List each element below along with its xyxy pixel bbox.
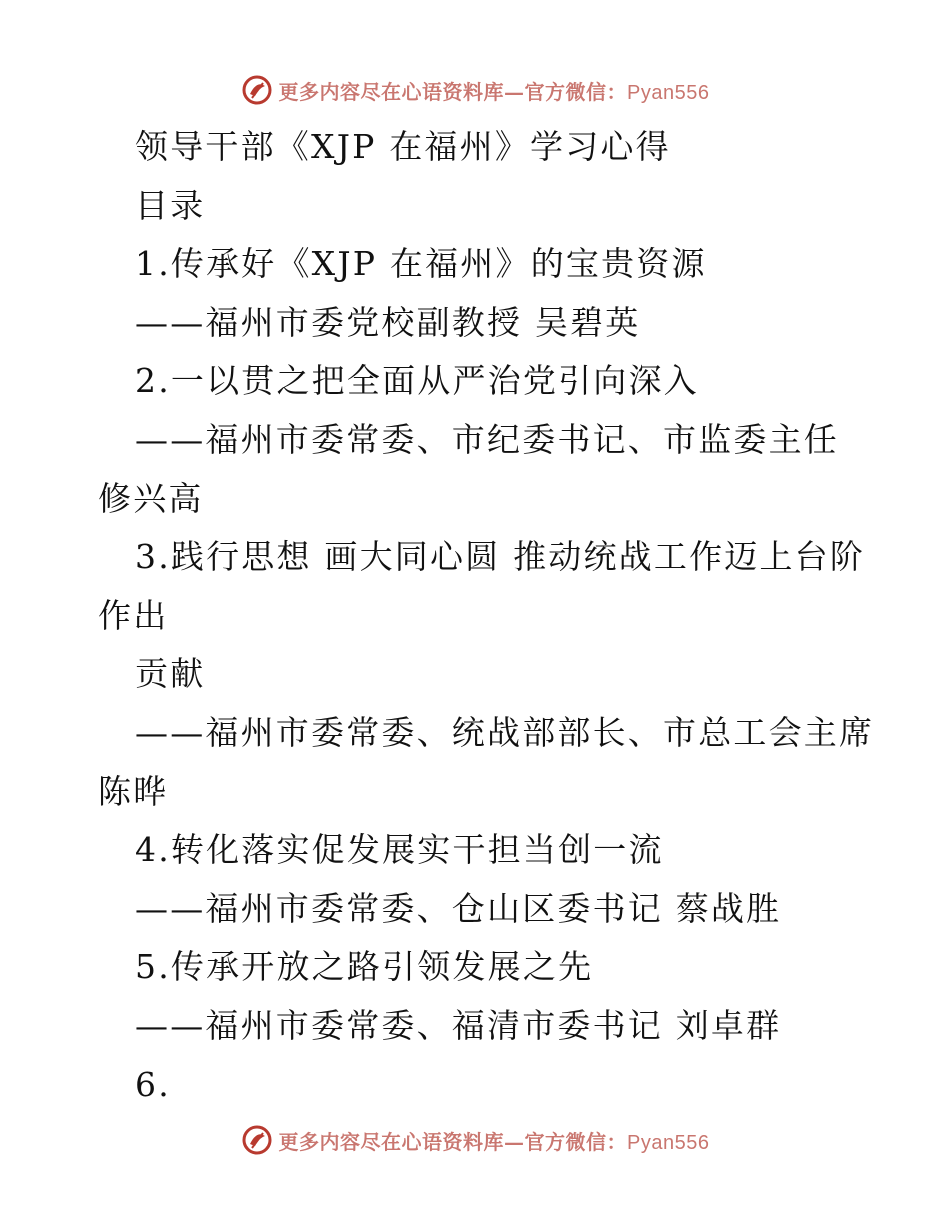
wechat-handle: Pyan556: [627, 1131, 710, 1154]
document-body: [0, 118, 950, 1114]
red-seal-logo-icon: [241, 74, 273, 106]
toc-author-3: ——福州市委常委、统战部部长、市总工会主席: [135, 712, 875, 752]
toc-author-2: ——福州市委常委、市纪委书记、市监委主任: [135, 419, 839, 459]
toc-heading: 目录: [135, 185, 206, 225]
toc-item-1: 1.传承好《XJP 在福州》的宝贵资源: [135, 244, 707, 284]
toc-item-5: 5.传承开放之路引领发展之先: [135, 947, 594, 987]
red-seal-logo-icon: [241, 1124, 273, 1156]
toc-item-3-cont2: 贡献: [135, 654, 206, 694]
toc-item-4: 4.转化落实促发展实干担当创一流: [135, 830, 664, 870]
doc-title: 领导干部《XJP 在福州》学习心得: [135, 127, 671, 166]
toc-item-2: 2.一以贯之把全面从严治党引向深入: [135, 361, 699, 401]
toc-author-5: ——福州市委常委、福清市委书记 刘卓群: [135, 1005, 782, 1045]
footer-banner: [0, 1120, 950, 1160]
banner-text: 更多内容尽在心语资料库—官方微信：Pyan556: [278, 79, 710, 104]
toc-item-3-cont: 作出: [98, 595, 169, 635]
header-banner: [0, 70, 950, 110]
toc-author-3-cont: 陈晔: [98, 771, 169, 811]
toc-author-4: ——福州市委常委、仓山区委书记 蔡战胜: [135, 888, 782, 928]
toc-item-3: 3.践行思想 画大同心圆 推动统战工作迈上台阶: [135, 537, 866, 577]
banner-text: 更多内容尽在心语资料库—官方微信：Pyan556: [278, 1129, 710, 1154]
wechat-handle: Pyan556: [627, 81, 710, 104]
toc-item-6: 6.: [135, 1064, 171, 1104]
toc-author-2-cont: 修兴高: [98, 478, 204, 518]
toc-author-1: ——福州市委党校副教授 吴碧英: [135, 302, 641, 342]
